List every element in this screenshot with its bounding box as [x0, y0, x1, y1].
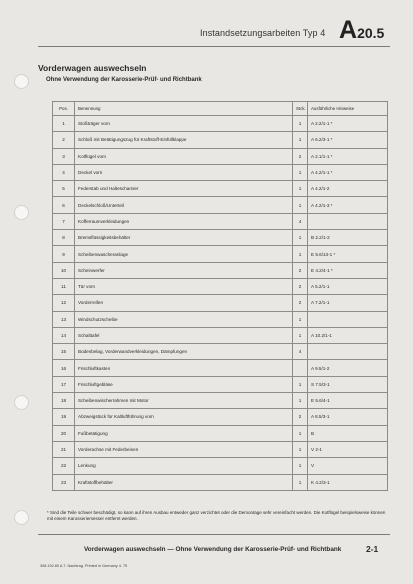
cell-pos: 5	[53, 181, 75, 197]
cell-name: Schloß mit Betätigungszug für Kraftstoff-Einfüllklappe	[75, 132, 293, 148]
cell-pos: 9	[53, 246, 75, 262]
page-number: 2-1	[366, 544, 379, 554]
table-row	[53, 344, 388, 360]
cell-notes: V 2-1	[308, 441, 388, 457]
footnote: * Sind die Teile schwer beschädigt, so kann auf ihren Ausbau entweder ganz verzichtet oder die Demontage sehr vereinfacht werden. Die Kotflügel beispielsweise können mit einem Karosseriemesser entfernt werden.	[47, 510, 386, 521]
cell-qty: 1	[293, 164, 308, 180]
table-row	[53, 262, 388, 278]
cell-pos: 17	[53, 376, 75, 392]
cell-pos: 7	[53, 213, 75, 229]
cell-pos: 8	[53, 230, 75, 246]
print-line: 308.192.80 A 7. Nachtrag. Printed in Germany 4. 79	[40, 564, 128, 568]
table-row	[53, 360, 388, 376]
cell-qty: 1	[293, 230, 308, 246]
cell-pos: 19	[53, 409, 75, 425]
badge-number: 20.5	[357, 25, 385, 41]
cell-notes: E 5.6/4-1	[308, 393, 388, 409]
cell-notes: A 4.2/1-1 *	[308, 164, 388, 180]
cell-name: Stoßträger vorn	[75, 116, 293, 132]
cell-notes: B 2.2/1-2	[308, 230, 388, 246]
cell-qty: 4	[293, 344, 308, 360]
cell-qty: 2	[293, 409, 308, 425]
table-row	[53, 376, 388, 392]
cell-pos: 18	[53, 393, 75, 409]
cell-qty: 1	[293, 311, 308, 327]
table-row	[53, 148, 388, 164]
cell-name: Lenkung	[75, 458, 293, 474]
table-row	[53, 474, 388, 490]
cell-name: Scheibenwischerrahmen mit Motor	[75, 393, 293, 409]
cell-notes: A 10.2/1-1	[308, 327, 388, 343]
header-notes: Ausführliche Hinweise	[308, 102, 388, 116]
table-row	[53, 425, 388, 441]
table-row	[53, 327, 388, 343]
cell-notes: A 5.2/1-1	[308, 278, 388, 294]
cell-qty: 1	[293, 246, 308, 262]
table-row	[53, 393, 388, 409]
cell-name: Bremsflüssigkeitsbehälter	[75, 230, 293, 246]
cell-qty: 1	[293, 132, 308, 148]
cell-pos: 13	[53, 311, 75, 327]
cell-pos: 3	[53, 148, 75, 164]
cell-notes: A 4.2/1-3 *	[308, 197, 388, 213]
cell-qty: 1	[293, 116, 308, 132]
cell-name: Federstab und Haltescharnier	[75, 181, 293, 197]
table-row	[53, 116, 388, 132]
cell-name: Bodenbelag, Vorderwandverkleidungen, Dämpfungen	[75, 344, 293, 360]
cell-qty: 2	[293, 295, 308, 311]
cell-qty: 4	[293, 213, 308, 229]
cell-qty: 1	[293, 441, 308, 457]
cell-name: Schalttafel	[75, 327, 293, 343]
header-title: Instandsetzungsarbeiten Typ 4	[200, 28, 326, 38]
cell-notes: E 4.2/4-1 *	[308, 262, 388, 278]
cell-name: Kotflügel vorn	[75, 148, 293, 164]
cell-name: Deckelschloß/Unterteil	[75, 197, 293, 213]
section-badge	[339, 16, 384, 45]
punch-hole	[14, 510, 29, 525]
cell-qty: 2	[293, 262, 308, 278]
cell-name: Windschutzscheibe	[75, 311, 293, 327]
cell-notes: V	[308, 458, 388, 474]
table-body	[53, 116, 388, 491]
cell-notes	[308, 344, 388, 360]
header-name: Benennung	[75, 102, 293, 116]
cell-pos: 2	[53, 132, 75, 148]
cell-qty: 2	[293, 278, 308, 294]
cell-pos: 1	[53, 116, 75, 132]
header-qty: Stck.	[293, 102, 308, 116]
table-row	[53, 230, 388, 246]
cell-name: Vorderachse mit Federbeinen	[75, 441, 293, 457]
table-row	[53, 441, 388, 457]
table-row	[53, 164, 388, 180]
parts-table	[52, 101, 388, 491]
cell-notes	[308, 311, 388, 327]
table-row	[53, 246, 388, 262]
footer-rule	[38, 534, 390, 535]
cell-notes: A 8.5/3-1	[308, 409, 388, 425]
cell-name: Frischluftgebläse	[75, 376, 293, 392]
cell-name: Kraftstoffbehälter	[75, 474, 293, 490]
section-title: Vorderwagen auswechseln	[38, 63, 147, 73]
cell-notes: A 2.1/1-1 *	[308, 148, 388, 164]
cell-notes: K 4.2/3-1	[308, 474, 388, 490]
cell-qty: 1	[293, 458, 308, 474]
cell-pos: 14	[53, 327, 75, 343]
punch-hole	[14, 74, 29, 89]
table-row	[53, 132, 388, 148]
cell-notes: A 4.2/1-2	[308, 181, 388, 197]
footer-title: Vorderwagen auswechseln — Ohne Verwendung der Karosserie-Prüf- und Richtbank	[84, 546, 342, 553]
cell-pos: 12	[53, 295, 75, 311]
table-row	[53, 181, 388, 197]
cell-pos: 10	[53, 262, 75, 278]
punch-hole	[14, 205, 29, 220]
table-row	[53, 197, 388, 213]
cell-name: Deckel vorn	[75, 164, 293, 180]
cell-name: Scheibenwascheranlage	[75, 246, 293, 262]
badge-letter: A	[339, 16, 358, 44]
cell-qty: 1	[293, 376, 308, 392]
cell-pos: 16	[53, 360, 75, 376]
cell-notes: A 2.2/1-1 *	[308, 116, 388, 132]
cell-name: Kofferraumverkleidungen	[75, 213, 293, 229]
header-rule	[38, 46, 390, 47]
cell-qty: 2	[293, 148, 308, 164]
cell-pos: 4	[53, 164, 75, 180]
cell-qty: 1	[293, 393, 308, 409]
table-row	[53, 295, 388, 311]
cell-pos: 15	[53, 344, 75, 360]
cell-notes: E 5.6/13-1 *	[308, 246, 388, 262]
cell-qty: 1	[293, 425, 308, 441]
table-row	[53, 213, 388, 229]
cell-qty: 1	[293, 197, 308, 213]
cell-qty	[293, 360, 308, 376]
cell-name: Fußbetätigung	[75, 425, 293, 441]
table-header-row	[53, 102, 388, 116]
cell-pos: 21	[53, 441, 75, 457]
cell-pos: 22	[53, 458, 75, 474]
cell-notes: A 6.2/3-1 *	[308, 132, 388, 148]
table-row	[53, 458, 388, 474]
cell-qty: 1	[293, 181, 308, 197]
cell-pos: 11	[53, 278, 75, 294]
cell-notes: A 7.2/1-1	[308, 295, 388, 311]
cell-notes: B	[308, 425, 388, 441]
cell-name: Scheinwerfer	[75, 262, 293, 278]
cell-notes: S 7.5/3-1	[308, 376, 388, 392]
cell-qty: 1	[293, 327, 308, 343]
table-row	[53, 311, 388, 327]
cell-notes	[308, 213, 388, 229]
cell-name: Vorderreifen	[75, 295, 293, 311]
section-subtitle: Ohne Verwendung der Karosserie-Prüf- und Richtbank	[46, 77, 202, 83]
cell-pos: 23	[53, 474, 75, 490]
cell-name: Abzweigstück für Kaltluftführung vorn	[75, 409, 293, 425]
cell-name: Frischluftkasten	[75, 360, 293, 376]
cell-name: Tür vorn	[75, 278, 293, 294]
cell-pos: 6	[53, 197, 75, 213]
punch-hole	[14, 395, 29, 410]
table-row	[53, 409, 388, 425]
cell-pos: 20	[53, 425, 75, 441]
table-row	[53, 278, 388, 294]
cell-notes: A 9.5/1-2	[308, 360, 388, 376]
cell-qty: 1	[293, 474, 308, 490]
header-pos: Pos.	[53, 102, 75, 116]
